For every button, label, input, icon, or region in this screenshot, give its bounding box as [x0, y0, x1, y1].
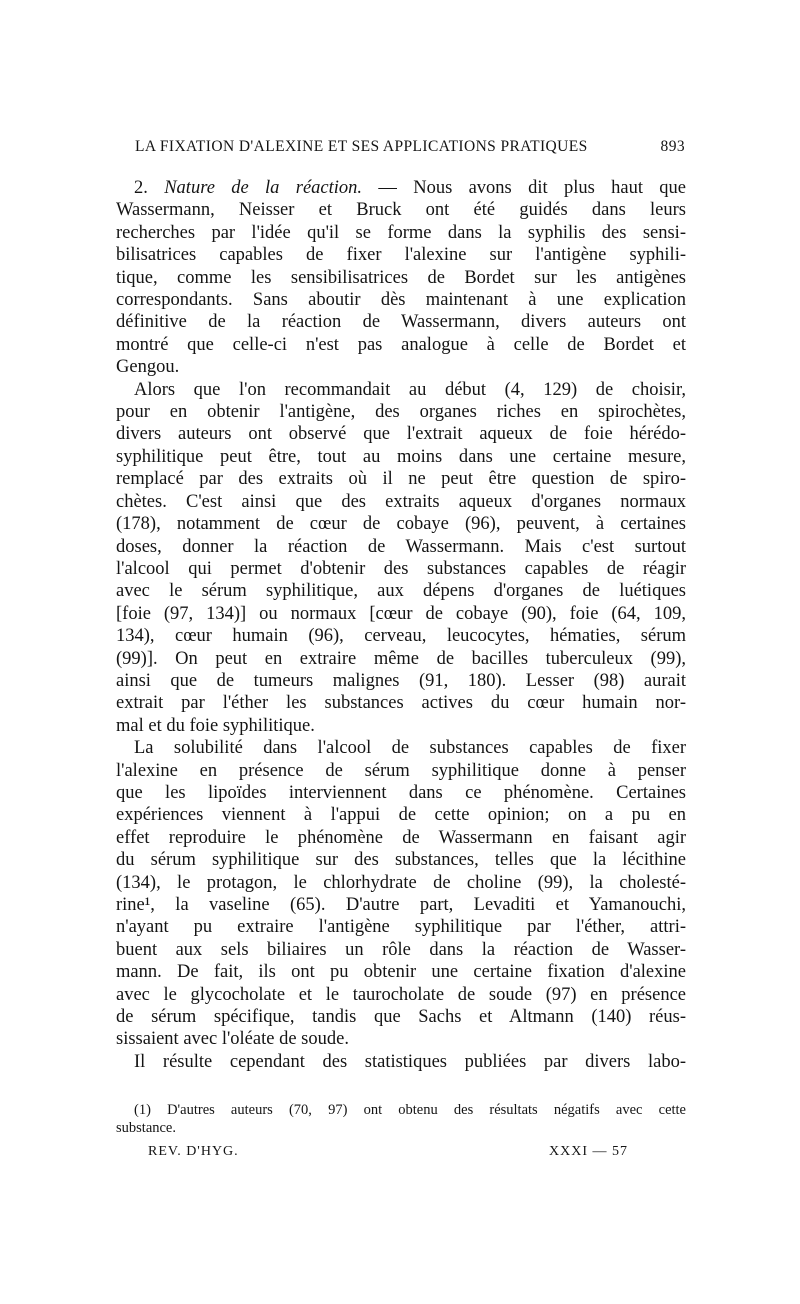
text-line: tique, comme les sensibilisatrices de Bordet sur les antigènes [116, 267, 686, 288]
text-line: 2. Nature de la réaction. — Nous avons dit plus haut que [134, 178, 687, 198]
text-line: doses, donner la réaction de Wassermann. Mais c'est surtout [116, 536, 686, 557]
text-line: mal et du foie syphilitique. [116, 715, 315, 736]
text-line: l'alexine en présence de sérum syphilitique donne à penser [116, 760, 686, 781]
running-title: LA FIXATION D'ALEXINE ET SES APPLICATIONS PRATIQUES [135, 138, 588, 155]
section-title: Nature de la réaction. [164, 178, 363, 198]
text-line: Gengou. [116, 357, 180, 378]
text-line: buent aux sels biliaires un rôle dans la réaction de Wasser- [116, 939, 686, 960]
footnote [116, 1101, 686, 1137]
text-line: remplacé par des extraits où il ne peut être question de spiro- [116, 469, 686, 490]
text-line: recherches par l'idée qu'il se forme dans la syphilis des sensi- [116, 222, 686, 243]
text-line: que les lipoïdes interviennent dans ce phénomène. Certaines [116, 782, 686, 803]
text-line: divers auteurs ont observé que l'extrait aqueux de foie hérédo- [116, 424, 686, 445]
text-line: [foie (97, 134)] ou normaux [cœur de cobaye (90), foie (64, 109, [116, 603, 686, 624]
text-line: avec le glycocholate et le taurocholate de soude (97) en présence [116, 984, 686, 1005]
text-line: effet reproduire le phénomène de Wassermann en faisant agir [116, 827, 686, 848]
text-line: Il résulte cependant des statistiques publiées par divers labo- [134, 1051, 686, 1072]
text-line: pour en obtenir l'antigène, des organes riches en spirochètes, [116, 402, 686, 423]
page-number: 893 [660, 138, 685, 155]
page-footer [148, 1144, 628, 1160]
text-line: avec le sérum syphilitique, aux dépens d'organes de luétiques [116, 581, 686, 602]
text-line: de sérum spécifique, tandis que Sachs et Altmann (140) réus- [116, 1007, 686, 1028]
text-line: l'alcool qui permet d'obtenir des substances capables de réagir [116, 558, 686, 579]
text-line: définitive de la réaction de Wassermann, divers auteurs ont [116, 312, 686, 333]
text-line: du sérum syphilitique sur des substances, telles que la lécithine [116, 850, 686, 871]
text-line: Wassermann, Neisser et Bruck ont été guidés dans leurs [116, 200, 686, 221]
footnote-line: (1) D'autres auteurs (70, 97) ont obtenu des résultats négatifs avec cette [134, 1102, 686, 1118]
text-line: Alors que l'on recommandait au début (4, 129) de choisir, [134, 379, 686, 400]
text-line: (178), notamment de cœur de cobaye (96), peuvent, à certaines [116, 514, 686, 535]
text-line: ainsi que de tumeurs malignes (91, 180). Lesser (98) aurait [116, 670, 686, 691]
text-line: montré que celle-ci n'est pas analogue à celle de Bordet et [116, 334, 686, 355]
text-line: correspondants. Sans aboutir dès maintenant à une explication [116, 290, 686, 311]
text-line: sissaient avec l'oléate de soude. [116, 1029, 349, 1050]
volume-signature: XXXI — 57 [549, 1144, 628, 1159]
journal-signature: REV. D'HYG. [148, 1144, 239, 1159]
text-line: mann. De fait, ils ont pu obtenir une certaine fixation d'alexine [116, 962, 686, 983]
running-header [135, 138, 685, 156]
text-line: extrait par l'éther les substances actives du cœur humain nor- [116, 693, 686, 714]
text-line: rine¹, la vaseline (65). D'autre part, Levaditi et Yamanouchi, [116, 895, 686, 915]
text-line: n'ayant pu extraire l'antigène syphilitique par l'éther, attri- [116, 917, 686, 938]
section-number: 2. [134, 178, 148, 198]
text-line: expériences viennent à l'appui de cette opinion; on a pu en [116, 805, 686, 826]
text-line: chètes. C'est ainsi que des extraits aqueux d'organes normaux [116, 491, 686, 512]
text-line: (99)]. On peut en extraire même de bacilles tuberculeux (99), [116, 648, 686, 669]
footnote-line: substance. [116, 1120, 176, 1136]
body-text [116, 177, 686, 1073]
text-line: bilisatrices capables de fixer l'alexine sur l'antigène syphili- [116, 245, 686, 266]
text-line: syphilitique peut être, tout au moins dans une certaine mesure, [116, 446, 686, 467]
text-line: (134), le protagon, le chlorhydrate de choline (99), la cholesté- [116, 872, 686, 893]
text-line: La solubilité dans l'alcool de substances capables de fixer [134, 738, 686, 759]
text-line: 134), cœur humain (96), cerveau, leucocytes, hématies, sérum [116, 626, 686, 647]
